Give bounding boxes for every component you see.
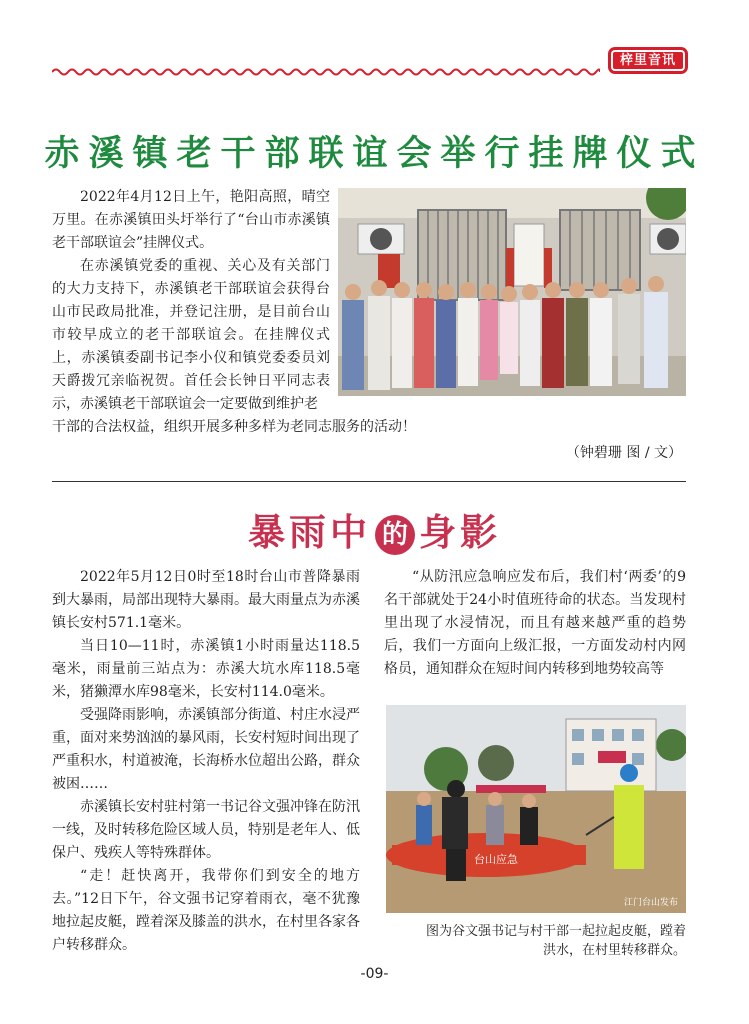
article2-right-column [384, 566, 686, 681]
section-badge: 梓里音讯 [611, 50, 685, 71]
article1-title: 赤溪镇老干部联谊会举行挂牌仪式 [44, 134, 705, 174]
article2-paragraph: 2022年5月12日0时至18时台山市普降暴雨到大暴雨，局部出现特大暴雨。最大雨量点为赤溪镇长安村571.1毫米。 [52, 569, 360, 631]
article2-title-part-1: 暴雨中 [248, 511, 371, 554]
article1-paragraph-2: 在赤溪镇党委的重视、关心及有关部门的大力支持下，赤溪镇老干部联谊会获得台山市民政局批准，并登记注册，是目前台山市较早成立的老干部联谊会。在挂牌仪式上，赤溪镇委副书记李小仪和镇党委委员刘天爵拨冗亲临祝贺。首任会长钟日平同志表示，赤溪镇老干部联谊会一定要做到维护老 [52, 258, 330, 412]
article2-paragraph: “走！赶快离开，我带你们到安全的地方去。”12日下午，谷文强书记穿着雨衣，毫不犹豫地拉起皮艇，蹚着深及膝盖的洪水，在村里各家各户转移群众。 [52, 868, 360, 953]
article1-credit: （钟碧珊 图 / 文） [565, 445, 682, 461]
photo-caption: 图为谷文强书记与村干部一起拉起皮艇，蹚着洪水，在村里转移群众。 [425, 924, 686, 958]
boat-lettering: 台山应急 [474, 853, 518, 866]
article2-left-column [52, 566, 360, 957]
article1-paragraph-2-continued: 干部的合法权益，组织开展多种多样为老同志服务的活动！ [52, 419, 416, 435]
article2-right-paragraph: “从防汛应急响应发布后，我们村‘两委’的9名干部就处于24小时值班待命的状态。当发现村里出现了水浸情况，而且有越来越严重的趋势后，我们一方面向上级汇报，一方面发动村内网格员，通知群众在短时间内转移到地势较高等 [384, 569, 686, 677]
photo-watermark: 江门台山发布 [623, 898, 678, 908]
flood-rescue-photo [386, 705, 686, 913]
article1-paragraph-1: 2022年4月12日上午，艳阳高照，晴空万里。在赤溪镇田头圩举行了“台山市赤溪镇老干部联谊会”挂牌仪式。 [52, 189, 330, 251]
section-divider [52, 481, 686, 482]
page-number: -09- [360, 966, 389, 982]
article1-text-column [52, 186, 330, 416]
article2-paragraph: 赤溪镇长安村驻村第一书记谷文强冲锋在防汛一线，及时转移危险区域人员，特别是老年人、低保户、残疾人等特殊群体。 [52, 799, 360, 861]
article2-title-part-2: 身影 [419, 511, 501, 554]
header-wave-line [52, 66, 600, 78]
article2-title [0, 502, 749, 556]
article2-paragraph: 受强降雨影响，赤溪镇部分街道、村庄水浸严重，面对来势汹汹的暴风雨，长安村短时间出现了严重积水，村道被淹，长海桥水位超出公路，群众被困…… [52, 707, 360, 792]
article2-paragraph: 当日10—11时，赤溪镇1小时雨量达118.5毫米，雨量前三站点为：赤溪大坑水库118.5毫米，猪獭潭水库98毫米，长安村114.0毫米。 [52, 638, 360, 700]
article1-text-continued [52, 416, 692, 439]
article2-title-circle-char: 的 [375, 515, 415, 555]
ceremony-photo [338, 188, 686, 396]
